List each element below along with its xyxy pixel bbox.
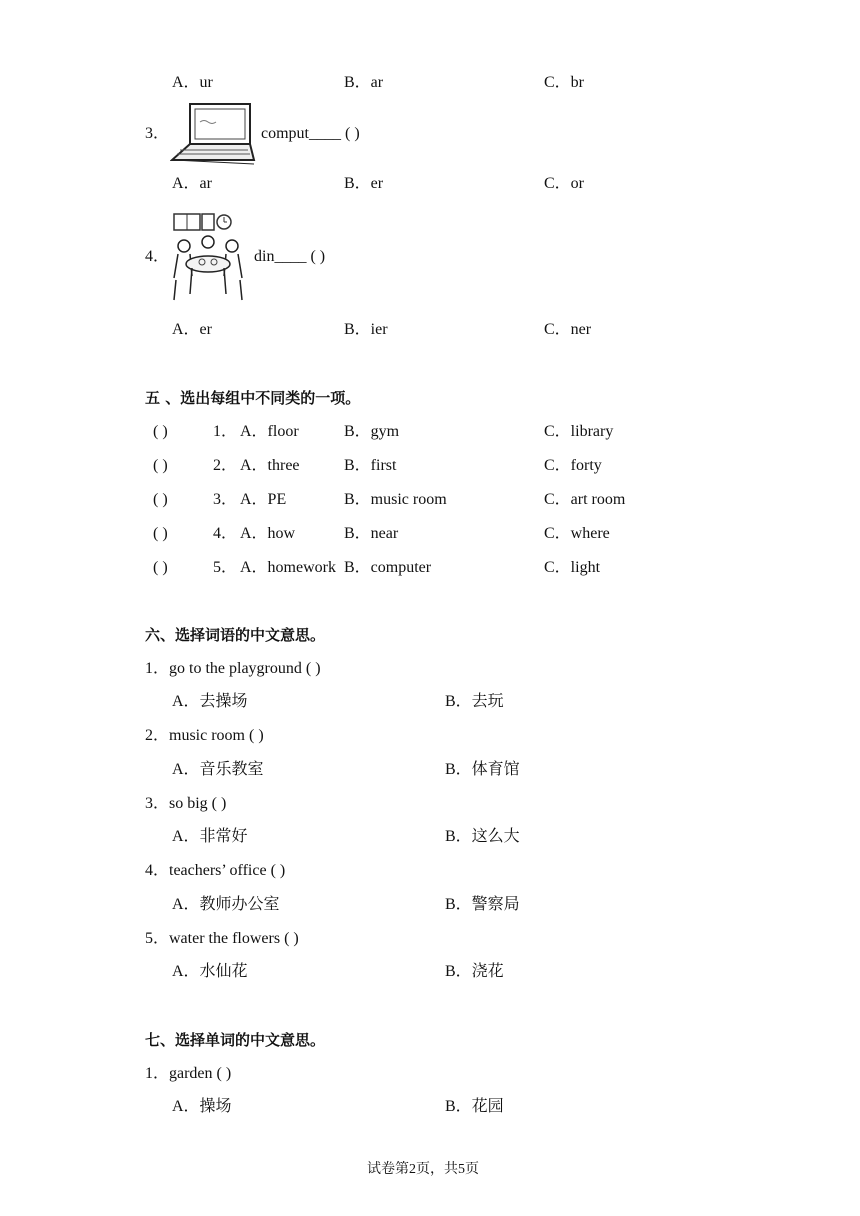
- s6-q4-option-a: A．教师办公室: [172, 896, 280, 913]
- s7-q1-option-b: B．花园: [445, 1098, 504, 1115]
- q2-option-b: B．ar: [344, 74, 384, 91]
- s6-q5: 5．water the flowers ( ): [145, 930, 299, 947]
- s6-q2-option-b: B．体育馆: [445, 761, 520, 778]
- s7-q1-option-a: A．操场: [172, 1098, 232, 1115]
- s6-q1-option-b: B．去玩: [445, 693, 504, 710]
- s5-row4-option-c: C．where: [544, 525, 610, 542]
- s5-row2-num: 2．: [213, 457, 238, 474]
- family-dinner-icon: [168, 210, 248, 306]
- q3-option-b: B．er: [344, 175, 384, 192]
- s5-row3-bracket: ( ): [153, 491, 168, 508]
- s5-row5-option-c: C．light: [544, 559, 601, 576]
- s6-q3: 3．so big ( ): [145, 795, 227, 812]
- q4-option-c: C．ner: [544, 321, 592, 338]
- s5-row4-option-b: B．near: [344, 525, 399, 542]
- s6-q1: 1．go to the playground ( ): [145, 660, 321, 677]
- q3-option-a: A．ar: [172, 175, 212, 192]
- q4-text: din____ ( ): [254, 248, 326, 265]
- s5-row2-option-c: C．forty: [544, 457, 602, 474]
- s5-row1-option-b: B．gym: [344, 423, 400, 440]
- q3-number: 3．: [145, 125, 170, 142]
- s6-q3-option-a: A．非常好: [172, 828, 248, 845]
- s5-row2-option-a: A．three: [240, 457, 300, 474]
- s6-q1-option-a: A．去操场: [172, 693, 248, 710]
- s6-q4: 4．teachers’ office ( ): [145, 862, 286, 879]
- q3-text: comput____ ( ): [261, 125, 360, 142]
- s6-q5-option-a: A．水仙花: [172, 963, 248, 980]
- section7-title: 七、选择单词的中文意思。: [145, 1031, 326, 1049]
- q4-option-a: A．er: [172, 321, 212, 338]
- s6-q2: 2．music room ( ): [145, 727, 264, 744]
- s5-row1-bracket: ( ): [153, 423, 168, 440]
- s6-q4-option-b: B．警察局: [445, 896, 520, 913]
- q4-number: 4．: [145, 248, 170, 265]
- s6-q3-option-b: B．这么大: [445, 828, 520, 845]
- section5-title: 五 、选出每组中不同类的一项。: [145, 389, 361, 407]
- s5-row2-bracket: ( ): [153, 457, 168, 474]
- s5-row3-option-b: B．music room: [344, 491, 447, 508]
- s5-row5-option-b: B．computer: [344, 559, 432, 576]
- s5-row3-num: 3．: [213, 491, 238, 508]
- s5-row5-num: 5．: [213, 559, 238, 576]
- s5-row1-num: 1．: [213, 423, 238, 440]
- s5-row5-option-a: A．homework: [240, 559, 336, 576]
- s5-row4-option-a: A．how: [240, 525, 296, 542]
- q4-option-b: B．ier: [344, 321, 388, 338]
- s5-row4-bracket: ( ): [153, 525, 168, 542]
- section6-title: 六、选择词语的中文意思。: [145, 626, 326, 644]
- s5-row3-option-c: C．art room: [544, 491, 626, 508]
- s5-row1-option-a: A．floor: [240, 423, 299, 440]
- s7-q1: 1．garden ( ): [145, 1065, 232, 1082]
- page-footer: 试卷第2页，共5页: [367, 1162, 479, 1177]
- s5-row4-num: 4．: [213, 525, 238, 542]
- s6-q2-option-a: A．音乐教室: [172, 761, 264, 778]
- q2-option-c: C．br: [544, 74, 585, 91]
- q2-option-a: A．ur: [172, 74, 213, 91]
- s5-row2-option-b: B．first: [344, 457, 397, 474]
- s5-row1-option-c: C．library: [544, 423, 614, 440]
- s5-row3-option-a: A．PE: [240, 491, 287, 508]
- s6-q5-option-b: B．浇花: [445, 963, 504, 980]
- laptop-computer-icon: [170, 102, 256, 166]
- q3-option-c: C．or: [544, 175, 585, 192]
- s5-row5-bracket: ( ): [153, 559, 168, 576]
